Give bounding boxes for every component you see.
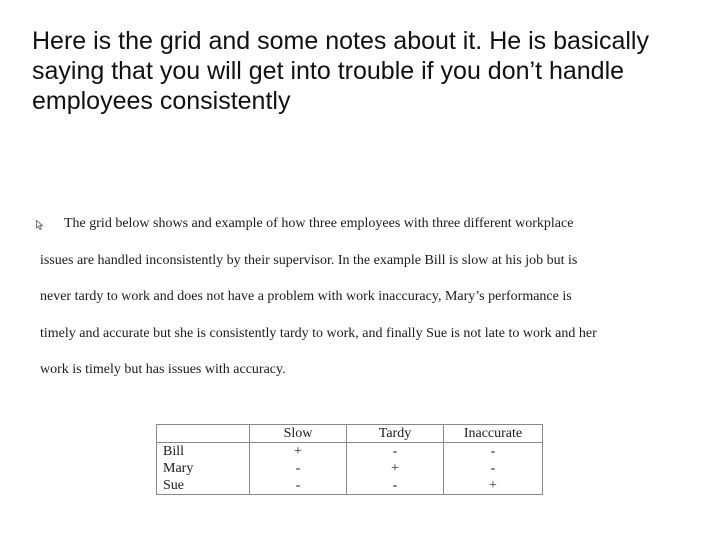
grid-cell-name: Bill bbox=[157, 443, 250, 461]
grid-cell-inaccurate: + bbox=[444, 477, 543, 495]
description-paragraph bbox=[40, 206, 680, 389]
grid-cell-name: Sue bbox=[157, 477, 250, 495]
paragraph-line bbox=[40, 206, 680, 243]
mouse-pointer-icon bbox=[36, 220, 44, 230]
grid-cell-tardy: - bbox=[347, 477, 444, 495]
employee-issue-grid bbox=[156, 424, 543, 495]
slide-title: Here is the grid and some notes about it. He is basically saying that you will get into trouble if you don’t handle employees consistently bbox=[32, 27, 649, 115]
paragraph-line: never tardy to work and does not have a problem with work inaccuracy, Mary’s performance is bbox=[40, 289, 572, 304]
paragraph-line: work is timely but has issues with accuracy. bbox=[40, 362, 286, 377]
grid-cell-inaccurate: - bbox=[444, 443, 543, 461]
grid-cell-tardy: - bbox=[347, 443, 444, 461]
paragraph-line-text: The grid below shows and example of how three employees with three different workplace bbox=[64, 216, 574, 231]
paragraph-line: issues are handled inconsistently by their supervisor. In the example Bill is slow at his job but is bbox=[40, 252, 578, 268]
grid-header-row bbox=[157, 425, 543, 443]
grid-header-corner bbox=[157, 425, 250, 443]
grid-cell-name: Mary bbox=[157, 460, 250, 477]
document-excerpt bbox=[40, 206, 680, 389]
grid-cell-inaccurate: - bbox=[444, 460, 543, 477]
grid-cell-slow: + bbox=[250, 443, 347, 461]
paragraph-line: timely and accurate but she is consistently tardy to work, and finally Sue is not late to work and her bbox=[40, 325, 597, 341]
grid-cell-slow: - bbox=[250, 477, 347, 495]
grid-row-sue bbox=[157, 477, 543, 495]
grid-row-bill bbox=[157, 443, 543, 461]
grid-header-tardy: Tardy bbox=[347, 425, 444, 443]
grid-cell-slow: - bbox=[250, 460, 347, 477]
grid-header-slow: Slow bbox=[250, 425, 347, 443]
grid-cell-tardy: + bbox=[347, 460, 444, 477]
grid-row-mary bbox=[157, 460, 543, 477]
grid-header-inaccurate: Inaccurate bbox=[444, 425, 543, 443]
